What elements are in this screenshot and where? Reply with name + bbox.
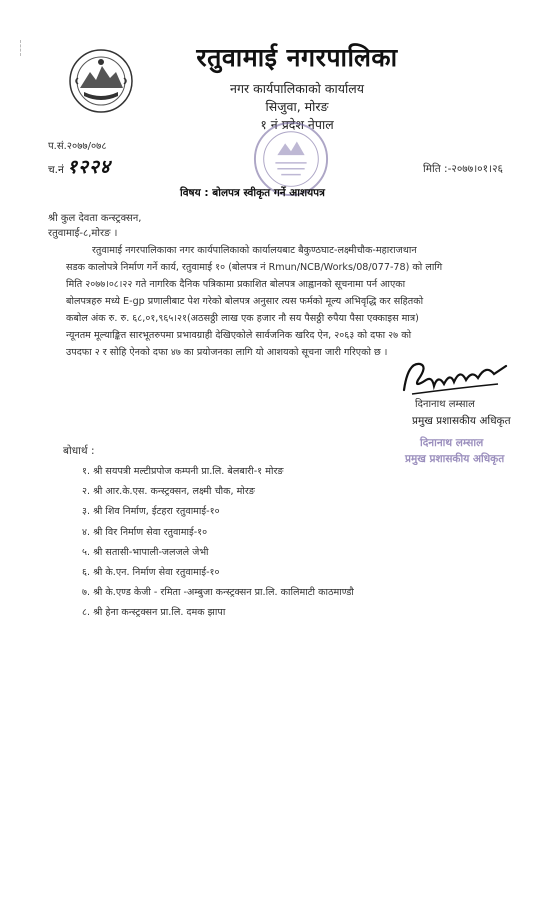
dispatch-number-handwritten: १२२४ xyxy=(67,156,111,178)
office-province: १ नं प्रदेश नेपाल xyxy=(260,117,334,132)
body-line-7: उपदफा २ र सोहि ऐनको दफा ४७ का प्रयोजनका लागि यो आशयको सूचना जारी गरिएको छ । xyxy=(66,347,388,358)
cc-item: ६. श्री के.एन. निर्माण सेवा रतुवामाई-१० xyxy=(82,566,220,578)
cc-item: १. श्री सयपत्री मल्टीप्रपोज कम्पनी प्रा.लि. बेलबारी-१ मोरङ xyxy=(82,466,284,477)
handwritten-signature xyxy=(398,350,518,400)
body-line-3: मिति २०७७।०८।२२ गते नागरिक दैनिक पत्रिकामा प्रकाशित बोलपत्र आह्वानको सूचनामा पर्न आएका xyxy=(66,279,406,290)
cc-heading: बोधार्थ : xyxy=(63,445,95,457)
dispatch-number xyxy=(48,153,111,179)
name-stamp: दिनानाथ लम्साल xyxy=(420,437,484,449)
signatory-name: दिनानाथ लम्साल xyxy=(415,399,475,410)
letter-ref-number: प.सं.२०७७/०७८ xyxy=(48,141,107,152)
body-line-6: न्यूनतम मूल्याङ्कित सारभूतरुपमा प्रभावग्राही देखिएकोले सार्वजनिक खरिद ऐन, २०६३ को दफा २७ को xyxy=(66,330,412,341)
cc-item: ४. श्री विर निर्माण सेवा रतुवामाई-१० xyxy=(82,526,208,538)
body-line-5: कबोल अंक रु. रु. ६८,०१,९६५।२१(अठसठ्ठी लाख एक हजार नौ सय पैसठ्ठी रुपैया पैसा एक्काइस मात्र) xyxy=(66,313,419,324)
nepal-emblem-logo xyxy=(68,48,134,114)
fold-mark xyxy=(20,40,22,56)
body-line-2: सडक कालोपत्रे निर्माण गर्ने कार्य, रतुवामाई १० (बोलपत्र नं Rmun/NCB/Works/08/077-78) को लागि xyxy=(66,262,443,273)
addressee-line-1: श्री कुल देवता कन्स्ट्रक्सन, xyxy=(48,213,142,224)
title-stamp: प्रमुख प्रशासकीय अधिकृत xyxy=(405,453,505,465)
letter-subject: विषय : बोलपत्र स्वीकृत गर्ने आशयपत्र xyxy=(180,187,325,199)
cc-item: ३. श्री शिव निर्माण, ईटहरा रतुवामाई-१० xyxy=(82,506,220,518)
cc-item: ७. श्री के.एण्ड केजी - रमिता -अम्बुजा कन्स्ट्रक्सन प्रा.लि. कालिमाटी काठमाण्डौ xyxy=(82,587,354,599)
body-line-4: बोलपत्रहरु मध्ये E-gp प्रणालीबाट पेश गरेको बोलपत्र अनुसार त्यस फर्मको मूल्य अभिवृद्धि कर सहितको xyxy=(66,296,424,307)
municipality-title: रतुवामाई नगरपालिका xyxy=(196,43,398,72)
signatory-title: प्रमुख प्रशासकीय अधिकृत xyxy=(412,415,511,427)
body-line-1: रतुवामाई नगरपालिकाका नगर कार्यपालिकाको कार्यालयबाट बैकुण्ठघाट-लक्ष्मीचौक-महाराजथान xyxy=(92,245,417,256)
cc-item: २. श्री आर.के.एस. कन्स्ट्रक्सन, लक्ष्मी चौक, मोरङ xyxy=(82,486,255,498)
dispatch-label: च.नं xyxy=(48,164,64,176)
addressee-line-2: रतुवामाई-८,मोरङ । xyxy=(48,228,118,239)
letter-date: मिति :-२०७७।०१।२६ xyxy=(423,163,504,175)
office-name: नगर कार्यपालिकाको कार्यालय xyxy=(230,81,364,96)
cc-item: ८. श्री हेना कन्स्ट्रक्सन प्रा.लि. दमक झापा xyxy=(82,607,226,619)
cc-list xyxy=(82,462,354,624)
office-place: सिजुवा, मोरङ xyxy=(265,99,329,114)
cc-item: ५. श्री सतासी-भापाली-जलजले जेभी xyxy=(82,546,209,558)
